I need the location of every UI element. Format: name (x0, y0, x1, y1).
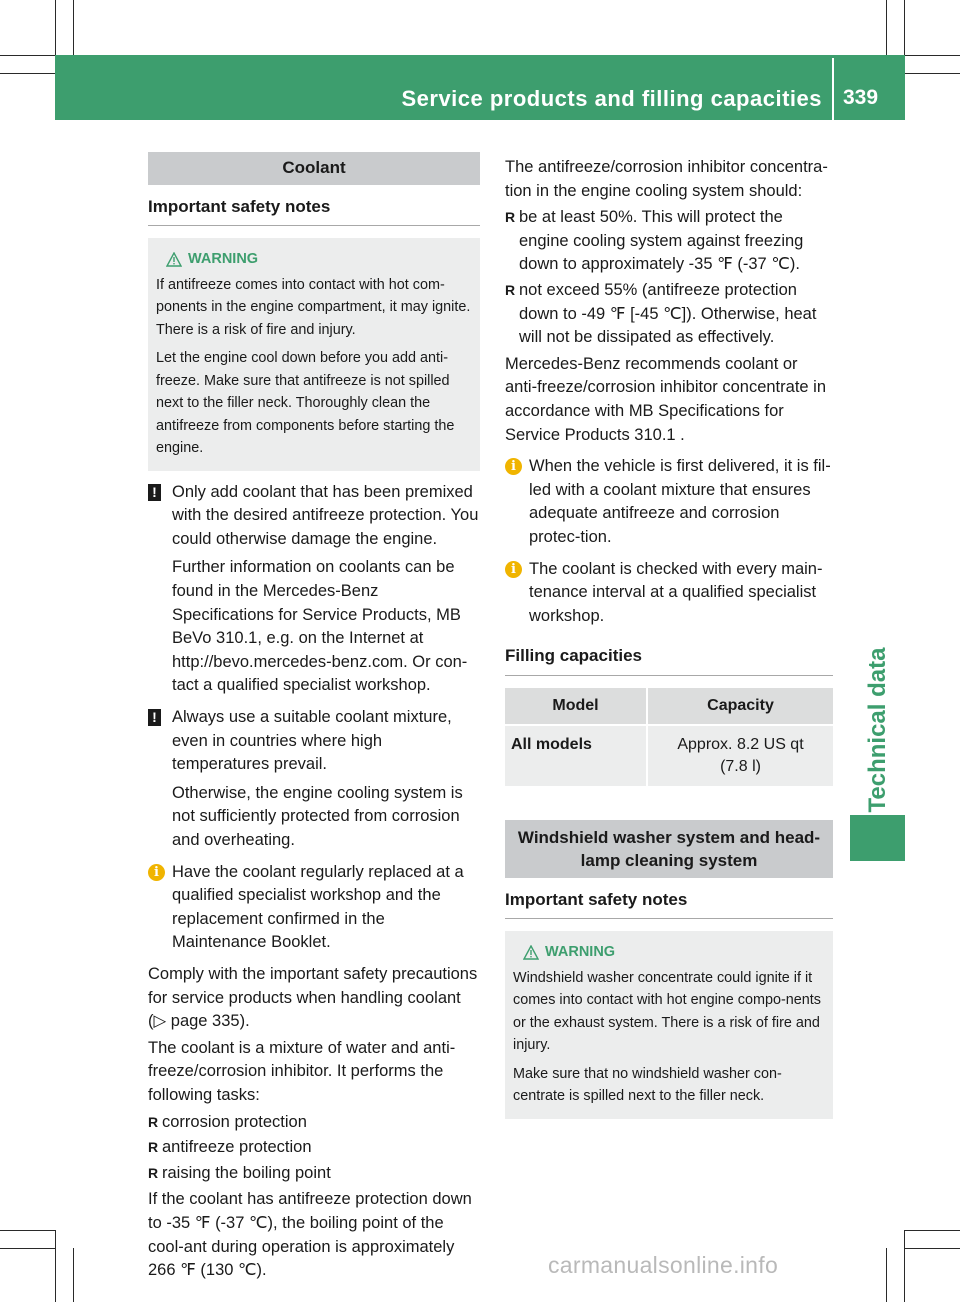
crop-mark (886, 0, 887, 55)
crop-mark (0, 1248, 55, 1249)
washer-safety-subheading: Important safety notes (505, 888, 833, 920)
info-note (505, 455, 833, 549)
page-header-title: Service products and filling capacities (401, 86, 822, 111)
body-text: Mercedes-Benz recommends coolant or anti-freeze/corrosion inhibitor concentrate in accordance with MB Specifications for Service Products 310.1 . (505, 354, 827, 444)
warning-title (166, 248, 472, 271)
washer-heading: Windshield washer system and head-lamp cleaning system (505, 820, 833, 878)
warning-title (523, 941, 825, 964)
info-icon: i (148, 864, 165, 881)
page-number: 339 (843, 86, 879, 109)
crop-mark (905, 73, 960, 74)
right-column (505, 156, 833, 1129)
info-note (505, 558, 833, 629)
warning-text: Let the engine cool down before you add anti-freeze. Make sure that antifreeze is not spilled next to the filler neck. Thoroughly clean the antifreeze from components before starting the engine. (156, 350, 455, 457)
capacity-value-metric: (7.8 l) (720, 757, 761, 775)
concentration-list (505, 206, 833, 350)
note-text: Otherwise, the engine cooling system is not sufficiently protected from corrosion and overheating. (172, 783, 463, 849)
list-item: R raising the boiling point (148, 1162, 480, 1186)
capacity-value: Approx. 8.2 US qt (677, 735, 804, 753)
exclamation-icon: ! (148, 484, 161, 501)
list-item: R not exceed 55% (antifreeze protection down to -49 ℉ [-45 ℃]). Otherwise, heat will not be dissipated as effectively. (505, 279, 833, 350)
note-text: When the vehicle is first delivered, it is fil-led with a coolant mixture that ensures adequate antifreeze and corrosion protec-tion. (529, 457, 831, 546)
crop-mark (886, 1248, 887, 1302)
crop-mark (904, 1230, 905, 1302)
crop-mark (905, 1230, 960, 1231)
crop-mark (73, 0, 74, 55)
table-header-row (505, 688, 833, 724)
warning-text: Windshield washer concentrate could ignite if it comes into contact with hot engine compo-nents or the exhaust system. There is a risk of fire and injury. (513, 969, 821, 1054)
crop-mark (55, 1230, 56, 1302)
list-item: R corrosion protection (148, 1111, 480, 1135)
coolant-heading: Coolant (148, 152, 480, 185)
cell-capacity (646, 724, 833, 786)
warning-text: Make sure that no windshield washer con-centrate is spilled next to the filler neck. (513, 1065, 782, 1105)
exclamation-icon: ! (148, 709, 161, 726)
filling-capacities-heading: Filling capacities (505, 644, 833, 676)
filling-capacities-table (505, 688, 833, 786)
warning-label: WARNING (188, 251, 259, 268)
side-tab-label: Technical data (863, 647, 891, 813)
warning-text: If antifreeze comes into contact with hot com-ponents in the engine compartment, it may ignite. There is a risk of fire and injury. (156, 276, 471, 338)
body-text: The coolant is a mixture of water and anti-freeze/corrosion inhibitor. It performs the following tasks: (148, 1038, 456, 1104)
info-note (148, 861, 480, 955)
header-divider (832, 58, 834, 120)
table-row (505, 724, 833, 786)
column-header-capacity: Capacity (646, 688, 833, 724)
note-text: Further information on coolants can be found in the Mercedes-Benz Specifications for Service Products, MB BeVo 310.1, e.g. on the Internet at http://bevo.mercedes-benz.com. Or con-tact a qualified specialist workshop. (172, 558, 468, 695)
warning-triangle-icon (166, 252, 182, 267)
caution-note (148, 706, 480, 853)
cell-model: All models (505, 724, 646, 786)
caution-note (148, 481, 480, 698)
crop-mark (0, 1230, 55, 1231)
crop-mark (0, 55, 55, 56)
list-item: R be at least 50%. This will protect the engine cooling system against freezing down to approximately -35 ℉ (-37 ℃). (505, 206, 833, 277)
washer-warning-box (505, 931, 833, 1119)
info-icon: i (505, 561, 522, 578)
coolant-warning-box (148, 238, 480, 471)
note-text: The coolant is checked with every main-tenance interval at a qualified specialist workshop. (529, 559, 823, 625)
coolant-safety-subheading: Important safety notes (148, 195, 480, 227)
crop-mark (905, 1248, 960, 1249)
task-list (148, 1111, 480, 1186)
warning-label: WARNING (545, 944, 616, 961)
crop-mark (0, 73, 55, 74)
body-text: The antifreeze/corrosion inhibitor concentra-tion in the engine cooling system should: (505, 158, 828, 200)
column-header-model: Model (505, 688, 646, 724)
note-text: Have the coolant regularly replaced at a qualified specialist workshop and the replacement confirmed in the Maintenance Booklet. (172, 862, 464, 952)
left-column (148, 152, 480, 1286)
note-text: Always use a suitable coolant mixture, even in countries where high temperatures prevail. (172, 708, 452, 774)
crop-mark (905, 55, 960, 56)
body-text: Comply with the important safety precautions for service products when handling coolant (▷ page 335). (148, 964, 478, 1031)
watermark-text: carmanualsonline.info (548, 1252, 779, 1278)
warning-triangle-icon (523, 945, 539, 960)
note-text: Only add coolant that has been premixed with the desired antifreeze protection. You could otherwise damage the engine. (172, 482, 479, 548)
crop-mark (73, 1248, 74, 1302)
list-item: R antifreeze protection (148, 1136, 480, 1160)
side-tab (850, 640, 905, 820)
info-icon: i (505, 458, 522, 475)
side-tab-block (850, 815, 905, 861)
body-text: If the coolant has antifreeze protection down to -35 ℉ (-37 ℃), the boiling point of the cool-ant during operation is approximately 266 ℉ (130 ℃). (148, 1190, 472, 1280)
